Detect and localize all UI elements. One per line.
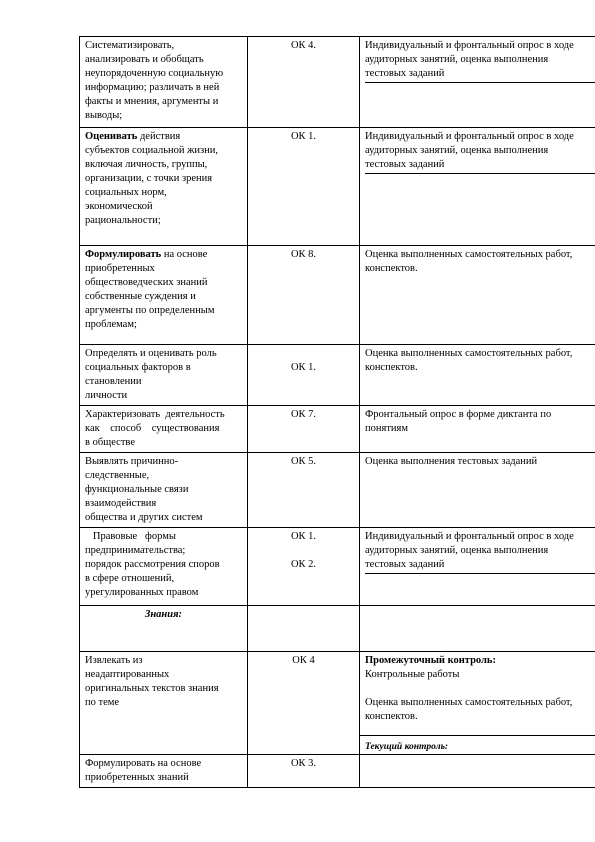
competency-table (79, 36, 595, 788)
skill-line: факты и мнения, аргументы и (85, 96, 219, 107)
skill-line: организации, с точки зрения (85, 173, 213, 184)
skill-line: информацию; различать в ней (85, 82, 220, 93)
skill-line: функциональные связи (85, 484, 189, 495)
skill-line: следственные, (85, 470, 150, 481)
table-row (80, 128, 595, 246)
skill-line: Систематизировать, (85, 40, 175, 51)
skill-line: как способ существования (85, 423, 220, 434)
assessment-cell (360, 652, 595, 755)
empty-cell (360, 755, 595, 788)
competency-code: ОК 2. (290, 559, 317, 570)
assessment-cell (360, 128, 595, 246)
skill-line: неупорядоченную социальную (85, 68, 224, 79)
assessment-line: тестовых заданий (365, 158, 595, 174)
control-title: Промежуточный контроль: (365, 655, 496, 666)
competency-code: ОК 1. (248, 345, 360, 406)
skill-line: выводы; (85, 110, 123, 121)
skill-line: рациональности; (85, 215, 161, 226)
assessment-line: конспектов. (365, 263, 418, 274)
skill-line-rest: действия (137, 131, 181, 142)
table-row (80, 453, 595, 528)
assessment-line: Оценка выполнения тестовых заданий (365, 456, 538, 467)
competency-code: ОК 1. (248, 128, 360, 246)
skill-line: оригинальных текстов знания (85, 683, 219, 694)
competency-code: ОК 4 (248, 652, 360, 755)
assessment-line: Индивидуальный и фронтальный опрос в ходе (365, 40, 574, 51)
skill-line: общества и других систем (85, 512, 203, 523)
skill-line: приобретенных знаний (85, 772, 189, 783)
skill-line: урегулированных правом (85, 587, 199, 598)
skill-line: в сфере отношений, (85, 573, 175, 584)
table-row (80, 406, 595, 453)
table-row (80, 528, 595, 606)
assessment-line: тестовых заданий (365, 558, 595, 574)
assessment-cell (360, 528, 595, 606)
assessment-line: конспектов. (365, 711, 418, 722)
assessment-cell (360, 37, 595, 128)
spacer (253, 544, 354, 558)
skill-line: порядок рассмотрения споров (85, 559, 220, 570)
spacer (365, 682, 595, 696)
assessment-line: Индивидуальный и фронтальный опрос в ходе (365, 131, 574, 142)
assessment-line: Оценка выполненных самостоятельных работ, (365, 348, 573, 359)
skill-line: Извлекать из (85, 655, 143, 666)
assessment-line: конспектов. (365, 362, 418, 373)
skill-cell (80, 453, 248, 528)
skill-cell (80, 528, 248, 606)
skill-line (85, 248, 242, 262)
table-row (80, 37, 595, 128)
skill-line: собственные суждения и (85, 291, 196, 302)
skill-lead-verb: Формулировать (85, 249, 162, 260)
skill-line: предпринимательства; (85, 545, 186, 556)
skill-cell (80, 755, 248, 788)
skill-line: приобретенных (85, 263, 155, 274)
skill-line: аргументы по определенным (85, 305, 215, 316)
assessment-line: Индивидуальный и фронтальный опрос в ходе (365, 531, 574, 542)
table-row (80, 755, 595, 788)
assessment-line: аудиторных занятий, оценка выполнения (365, 145, 549, 156)
skill-line: анализировать и обобщать (85, 54, 204, 65)
skill-line (85, 130, 242, 144)
competency-code: ОК 1. (290, 531, 317, 542)
assessment-line: аудиторных занятий, оценка выполнения (365, 545, 549, 556)
assessment-cell (360, 246, 595, 345)
skill-line: личности (85, 390, 128, 401)
skill-line: в обществе (85, 437, 135, 448)
competency-codes (248, 528, 360, 606)
skill-line: социальных факторов в (85, 362, 191, 373)
skill-line: экономической (85, 201, 153, 212)
skill-cell (80, 37, 248, 128)
competency-code: ОК 5. (248, 453, 360, 528)
skill-cell (80, 246, 248, 345)
competency-code: ОК 7. (248, 406, 360, 453)
assessment-cell (360, 345, 595, 406)
table-row (80, 652, 595, 755)
assessment-line: Оценка выполненных самостоятельных работ, (365, 249, 573, 260)
skill-line: Формулировать на основе (85, 758, 202, 769)
table-row (80, 246, 595, 345)
assessment-line: Фронтальный опрос в форме диктанта по (365, 409, 552, 420)
assessment-cell (360, 406, 595, 453)
skill-cell (80, 128, 248, 246)
skill-line: Правовые формы (85, 531, 176, 542)
skill-line-rest: на основе (161, 249, 208, 260)
competency-code: ОК 4. (248, 37, 360, 128)
skill-line: обществоведческих знаний (85, 277, 208, 288)
skill-cell (80, 406, 248, 453)
skill-cell (80, 345, 248, 406)
skill-line: неадаптированных (85, 669, 170, 680)
section-title: Знания: (80, 606, 248, 652)
skill-lead-verb: Оценивать (85, 131, 138, 142)
table-row (80, 606, 595, 652)
skill-line: проблемам; (85, 319, 137, 330)
skill-line: взаимодействия (85, 498, 157, 509)
assessment-line: тестовых заданий (365, 67, 595, 83)
empty-cell (360, 606, 595, 652)
assessment-line: понятиям (365, 423, 408, 434)
empty-cell (248, 606, 360, 652)
skill-line: Выявлять причинно- (85, 456, 179, 467)
control-line: Контрольные работы (365, 669, 460, 680)
current-control-title: Текущий контроль: (365, 742, 449, 752)
skill-line: по теме (85, 697, 120, 708)
skill-line: субъектов социальной жизни, (85, 145, 218, 156)
assessment-line: аудиторных занятий, оценка выполнения (365, 54, 549, 65)
competency-code: ОК 3. (248, 755, 360, 788)
competency-code: ОК 8. (248, 246, 360, 345)
skill-cell (80, 652, 248, 755)
assessment-line: Оценка выполненных самостоятельных работ, (365, 697, 573, 708)
skill-line: Характеризовать деятельность (85, 409, 225, 420)
skill-line: становлении (85, 376, 142, 387)
skill-line: социальных норм, (85, 187, 167, 198)
assessment-cell (360, 453, 595, 528)
skill-line: включая личность, группы, (85, 159, 208, 170)
skill-line: Определять и оценивать роль (85, 348, 217, 359)
table-row (80, 345, 595, 406)
